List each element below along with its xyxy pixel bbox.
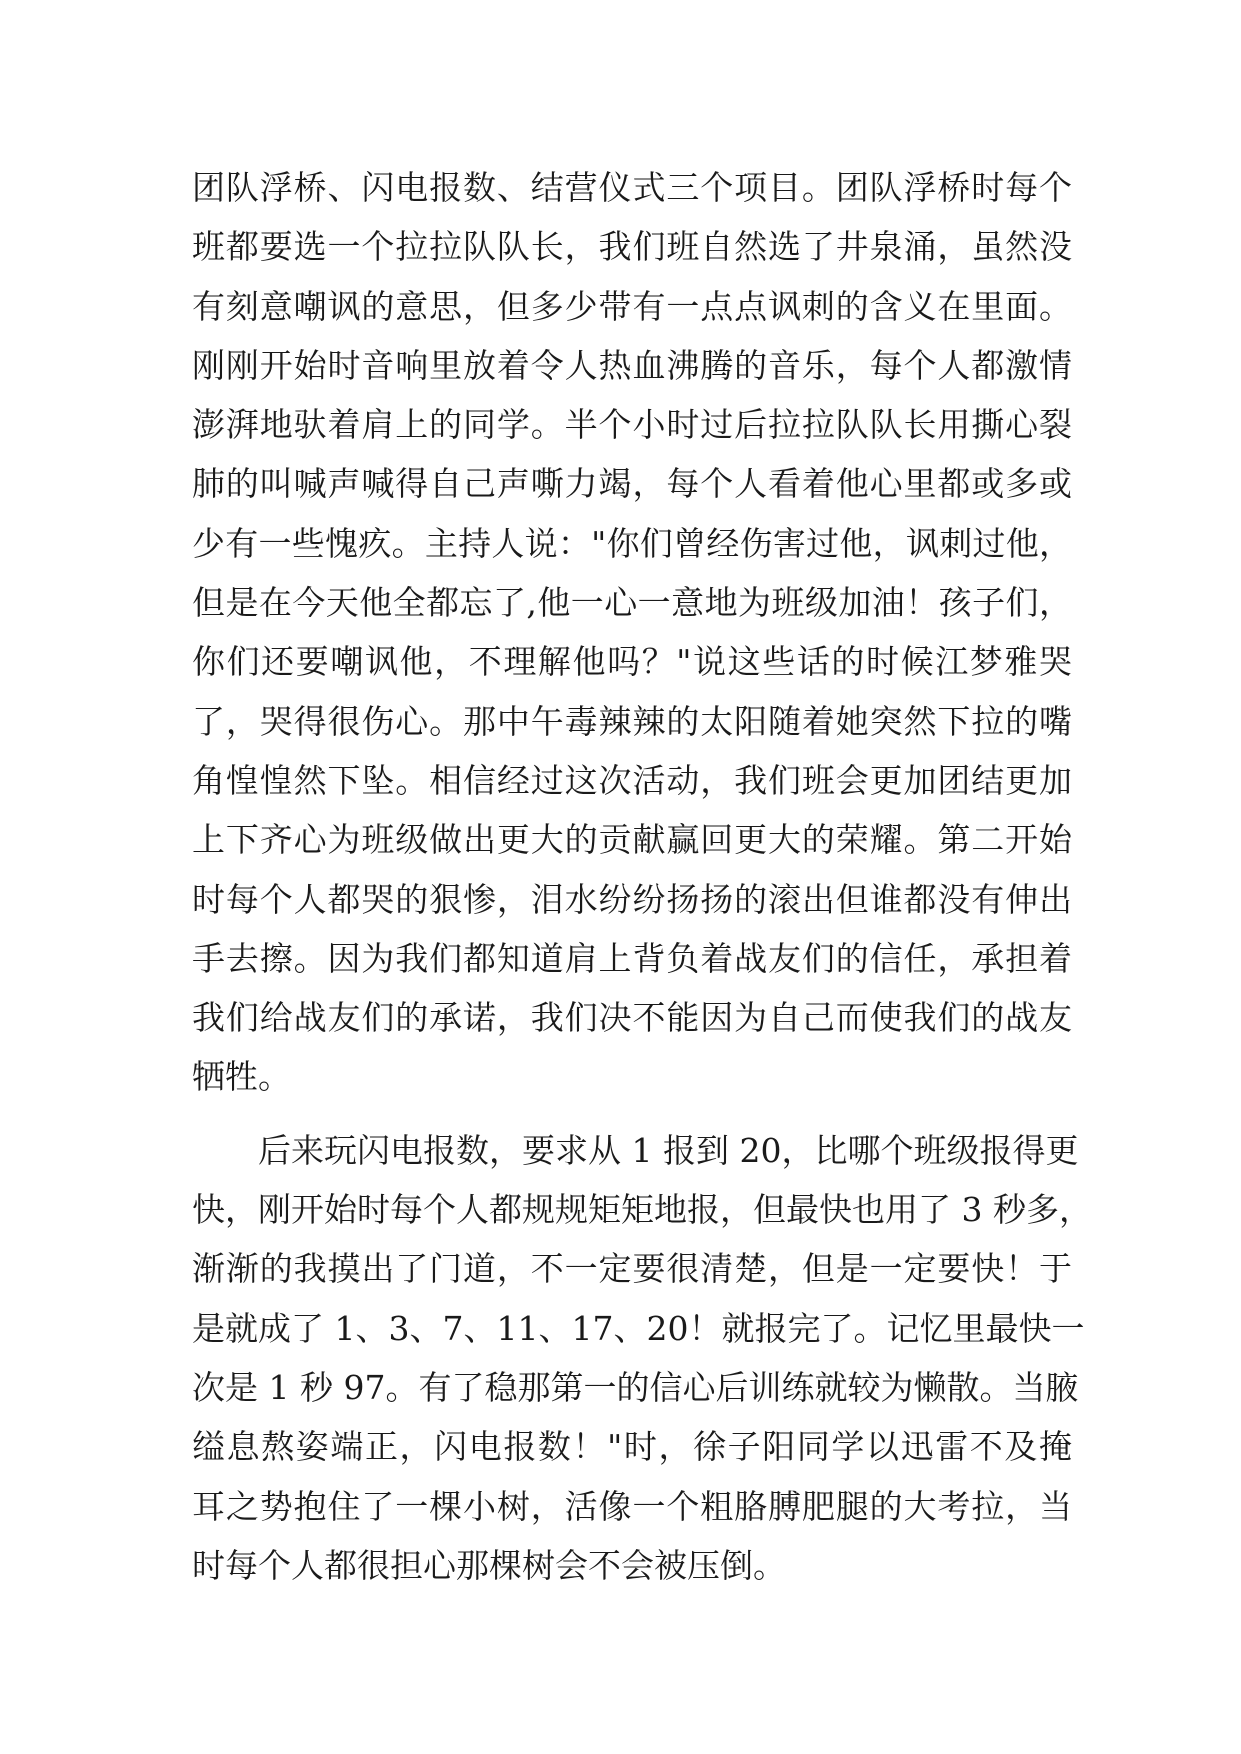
text-line: 角惶惶然下坠。相信经过这次活动，我们班会更加团结更加: [192, 760, 1072, 800]
text-line: 耳之势抱住了一棵小树，活像一个粗胳膊肥腿的大考拉，当: [192, 1486, 1072, 1526]
text-line: 时每个人都很担心那棵树会不会被压倒。: [192, 1545, 786, 1585]
text-line: 快，刚开始时每个人都规规矩矩地报，但最快也用了 3 秒多，: [192, 1190, 1092, 1230]
text-line: 缢息熬姿端正，闪电报数！"时，徐子阳同学以迅雷不及掩: [192, 1427, 1072, 1467]
text-line: 有刻意嘲讽的意思，但多少带有一点点讽刺的含义在里面。: [192, 286, 1072, 326]
text-line: 但是在今天他全都忘了,他一心一意地为班级加油！孩子们，: [192, 583, 1072, 623]
text-line: 上下齐心为班级做出更大的贡献赢回更大的荣耀。第二开始: [192, 820, 1072, 860]
text-line: 手去擦。因为我们都知道肩上背负着战友们的信任，承担着: [192, 938, 1072, 978]
text-line: 时每个人都哭的狠惨，泪水纷纷扬扬的滚出但谁都没有伸出: [192, 879, 1072, 919]
text-line: 渐渐的我摸出了门道，不一定要很清楚，但是一定要快！于: [192, 1249, 1072, 1289]
text-line: 班都要选一个拉拉队队长，我们班自然选了井泉涌，虽然没: [192, 227, 1072, 267]
text-line: 我们给战友们的承诺，我们决不能因为自己而使我们的战友: [192, 998, 1072, 1038]
paragraph-2: [192, 1121, 1092, 1595]
text-line: 肺的叫喊声喊得自己声嘶力竭，每个人看着他心里都或多或: [192, 464, 1072, 504]
text-line: 是就成了 1、3、7、11、17、20！就报完了。记忆里最快一: [192, 1308, 1085, 1348]
text-line: 刚刚开始时音响里放着令人热血沸腾的音乐，每个人都激情: [192, 345, 1072, 385]
body-text: [192, 158, 1092, 1595]
text-line: 牺牲。: [192, 1057, 291, 1097]
text-line: 后来玩闪电报数，要求从 1 报到 20，比哪个班级报得更: [258, 1130, 1079, 1170]
text-line: 团队浮桥、闪电报数、结营仪式三个项目。团队浮桥时每个: [192, 168, 1072, 207]
text-line: 了，哭得很伤心。那中午毒辣辣的太阳随着她突然下拉的嘴: [192, 701, 1072, 741]
text-line: 少有一些愧疚。主持人说："你们曾经伤害过他，讽刺过他，: [192, 523, 1072, 563]
paragraph-gap: [192, 1107, 1072, 1121]
paragraph-1: [192, 158, 1072, 1107]
text-line: 你们还要嘲讽他，不理解他吗？"说这些话的时候江梦雅哭: [192, 642, 1072, 682]
text-line: 澎湃地驮着肩上的同学。半个小时过后拉拉队队长用撕心裂: [192, 405, 1072, 445]
text-line: 次是 1 秒 97。有了稳那第一的信心后训练就较为懒散。当腋: [192, 1367, 1079, 1407]
